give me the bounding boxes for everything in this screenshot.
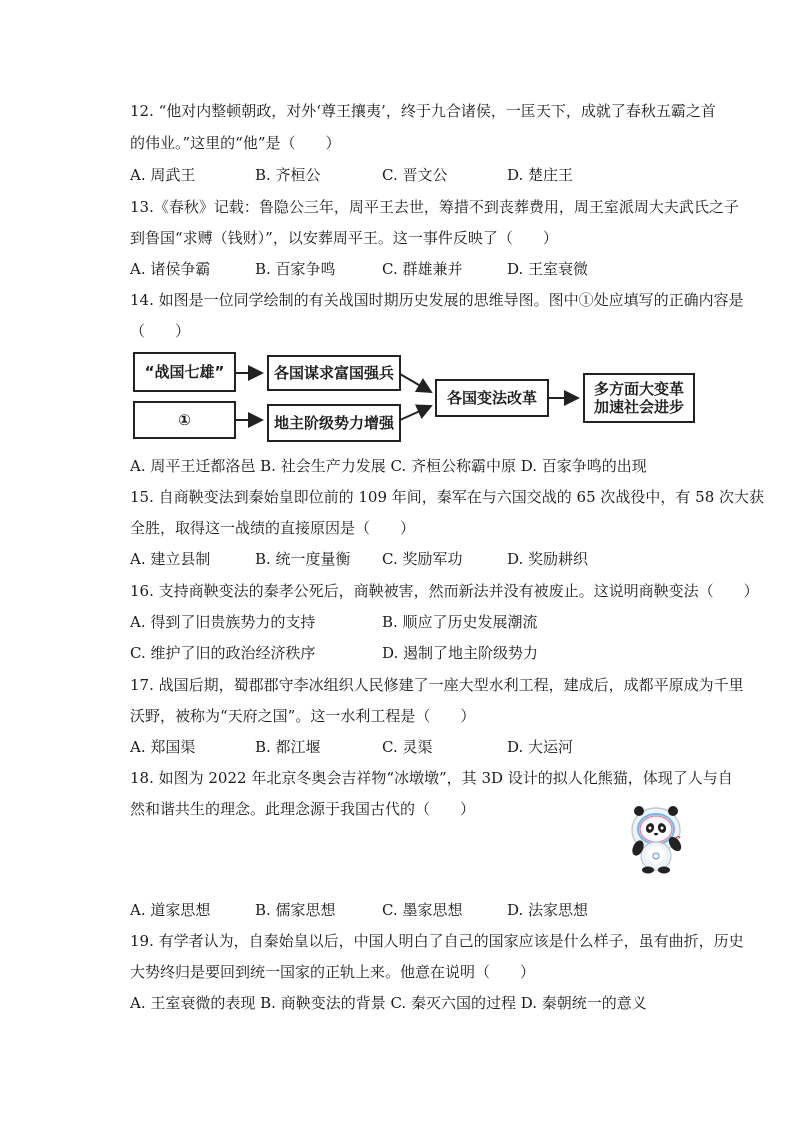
- q13-option-c: C. 群雄兼并: [382, 260, 463, 278]
- diagram-box-social-progress: [583, 373, 695, 423]
- q18-stem-line1: 18. 如图为 2022 年北京冬奥会吉祥物“冰墩墩”，其 3D 设计的拟人化熊猫，体现了人与自: [130, 769, 733, 787]
- q12-option-d: D. 楚庄王: [507, 166, 574, 184]
- q18-stem-line2: 然和谐共生的理念。此理念源于我国古代的（ ）: [130, 800, 476, 818]
- q14-stem-line2: （ ）: [130, 322, 191, 340]
- q17-option-c: C. 灵渠: [382, 738, 433, 756]
- q13-option-a: A. 诸侯争霸: [130, 260, 211, 278]
- q19-stem-line1: 19. 有学者认为，自秦始皇以后，中国人明白了自己的国家应该是什么样子，虽有曲折，历史: [130, 932, 744, 950]
- q12-stem-line2: 的伟业。”这里的“他”是（ ）: [130, 134, 341, 152]
- q12-option-c: C. 晋文公: [382, 166, 448, 184]
- q17-stem-line1: 17. 战国后期，蜀郡郡守李冰组织人民修建了一座大型水利工程，建成后，成都平原成为千里: [130, 676, 744, 694]
- diagram-box-warring-states: “战国七雄”: [133, 352, 236, 392]
- arrow-3: [400, 374, 431, 392]
- q13-stem-line2: 到鲁国“求赙（钱财）”，以安葬周平王。这一事件反映了（ ）: [130, 229, 558, 247]
- bing-dwen-dwen-mascot-image: [620, 800, 692, 874]
- q15-option-d: D. 奖励耕织: [507, 550, 589, 568]
- q13-stem-line1: 13.《春秋》记载：鲁隐公三年，周平王去世，筹措不到丧葬费用，周王室派周大夫武氏之子: [130, 198, 739, 216]
- q12-option-a: A. 周武王: [130, 166, 196, 184]
- diagram-box-blank-1: ①: [133, 401, 236, 439]
- diagram-box-enrich-states: 各国谋求富国强兵: [267, 355, 401, 391]
- q15-stem-line2: 全胜，取得这一战绩的直接原因是（ ）: [130, 519, 416, 537]
- q18-option-a: A. 道家思想: [130, 901, 211, 919]
- q19-stem-line2: 大势终归是要回到统一国家的正轨上来。他意在说明（ ）: [130, 963, 536, 981]
- diagram-box-reforms: 各国变法改革: [435, 379, 549, 417]
- q18-option-c: C. 墨家思想: [382, 901, 463, 919]
- q17-option-b: B. 都江堰: [255, 738, 321, 756]
- q16-option-d: D. 遏制了地主阶级势力: [382, 644, 539, 662]
- q12-option-b: B. 齐桓公: [255, 166, 321, 184]
- q12-stem-line1: 12. “他对内整顿朝政，对外‘尊王攘夷’，终于九合诸侯，一匡天下，成就了春秋五霸之首: [130, 102, 716, 120]
- q17-stem-line2: 沃野，被称为“天府之国”。这一水利工程是（ ）: [130, 707, 476, 725]
- q14-stem-line1: 14. 如图是一位同学绘制的有关战国时期历史发展的思维导图。图中①处应填写的正确内容是: [130, 291, 744, 309]
- q15-option-c: C. 奖励军功: [382, 550, 463, 568]
- q16-option-b: B. 顺应了历史发展潮流: [382, 613, 538, 631]
- arrow-4: [400, 406, 431, 420]
- q15-option-a: A. 建立县制: [130, 550, 211, 568]
- q17-option-d: D. 大运河: [507, 738, 574, 756]
- diagram-box-social-progress-line2: 加速社会进步: [593, 398, 684, 416]
- q19-options: A. 王室衰微的表现 B. 商鞅变法的背景 C. 秦灭六国的过程 D. 秦朝统一的意义: [130, 994, 647, 1012]
- q16-option-c: C. 维护了旧的政治经济秩序: [130, 644, 316, 662]
- q13-option-d: D. 王室衰微: [507, 260, 589, 278]
- q14-options: A. 周平王迁都洛邑 B. 社会生产力发展 C. 齐桓公称霸中原 D. 百家争鸣的出现: [130, 457, 647, 475]
- q16-stem-line1: 16. 支持商鞅变法的秦孝公死后，商鞅被害，然而新法并没有被废止。这说明商鞅变法（ ）: [130, 582, 759, 600]
- q15-option-b: B. 统一度量衡: [255, 550, 351, 568]
- q16-option-a: A. 得到了旧贵族势力的支持: [130, 613, 316, 631]
- q15-stem-line1: 15. 自商鞅变法到秦始皇即位前的 109 年间，秦军在与六国交战的 65 次战役中，有 58 次大获: [130, 488, 765, 506]
- q13-option-b: B. 百家争鸣: [255, 260, 336, 278]
- diagram-box-social-progress-line1: 多方面大变革: [593, 380, 684, 398]
- q18-option-d: D. 法家思想: [507, 901, 589, 919]
- q17-option-a: A. 郑国渠: [130, 738, 196, 756]
- q18-option-b: B. 儒家思想: [255, 901, 336, 919]
- diagram-box-landlord-class: 地主阶级势力增强: [267, 404, 401, 442]
